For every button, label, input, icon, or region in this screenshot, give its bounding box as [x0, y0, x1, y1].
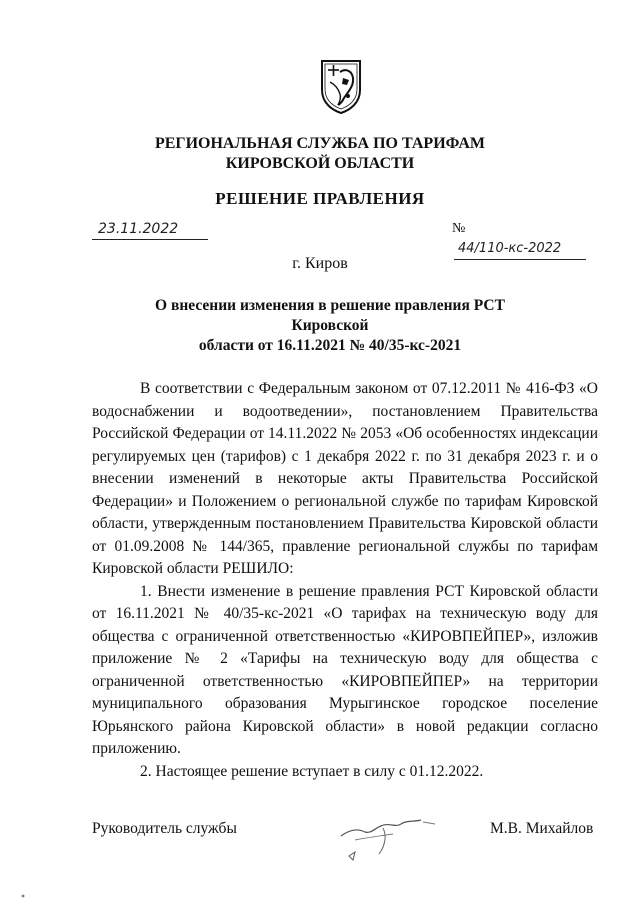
decision-subject-line2: области от 16.11.2021 № 40/35-кс-2021 — [198, 337, 462, 354]
body-paragraph-item2: 2. Настоящее решение вступает в силу с 01.12.2022. — [140, 762, 484, 780]
handwritten-signature-icon — [335, 806, 445, 864]
decision-number-value: 44/110-кс-2022 — [454, 239, 586, 260]
body-paragraph-preamble: В соответствии с Федеральным законом от 07.12.2011 № 416-ФЗ «О водоснабжении и водоотведении», постановлением Правительства Российской Федерации от 14.11.2022 № 2053 «Об особенностях индексации регулируемых цен (тарифов) с 1 декабря 2022 г. по 31 декабря 2023 г. и о внесении изменений в некоторые акты Правительства Российской Федерации» и Положением о региональной службе по тарифам Кировской области, утвержденным постановлением Правительства Кировской области от 01.09.2008 № 144/365, правление региональной службы по тарифам Кировской области РЕШИЛО: — [92, 380, 598, 577]
decision-date: 23.11.2022 — [92, 219, 208, 240]
city: г. Киров — [292, 255, 348, 272]
decision-title: РЕШЕНИЕ ПРАВЛЕНИЯ — [215, 189, 425, 208]
kirov-coat-of-arms-icon — [318, 58, 364, 114]
body-paragraph-item1: 1. Внести изменение в решение правления РСТ Кировской области от 16.11.2021 № 40/35-кс-2021 «О тарифах на техническую воду для общества с ограниченной ответственностью «КИРОВПЕЙПЕР», изложив приложение № 2 «Тарифы на техническую воду для общества с ограниченной ответственностью «КИРОВПЕЙПЕР» на территории муниципального образования Мурыгинское городское поселение Юрьянского района Кировской области» в новой редакции согласно приложению. — [92, 582, 598, 757]
signatory-name: М.В. Михайлов — [490, 820, 594, 837]
decision-number — [452, 219, 602, 260]
decision-subject — [120, 296, 540, 356]
number-sign: № — [452, 221, 466, 236]
scan-dot-mark — [20, 893, 26, 899]
decision-subject-line1: О внесении изменения в решение правления РСТ Кировской — [155, 297, 505, 334]
organization-name-line2: КИРОВСКОЙ ОБЛАСТИ — [225, 155, 415, 172]
decision-body — [92, 378, 598, 783]
signatory-role: Руководитель службы — [92, 820, 237, 837]
organization-name — [60, 134, 580, 174]
organization-name-line1: РЕГИОНАЛЬНАЯ СЛУЖБА ПО ТАРИФАМ — [154, 135, 486, 152]
